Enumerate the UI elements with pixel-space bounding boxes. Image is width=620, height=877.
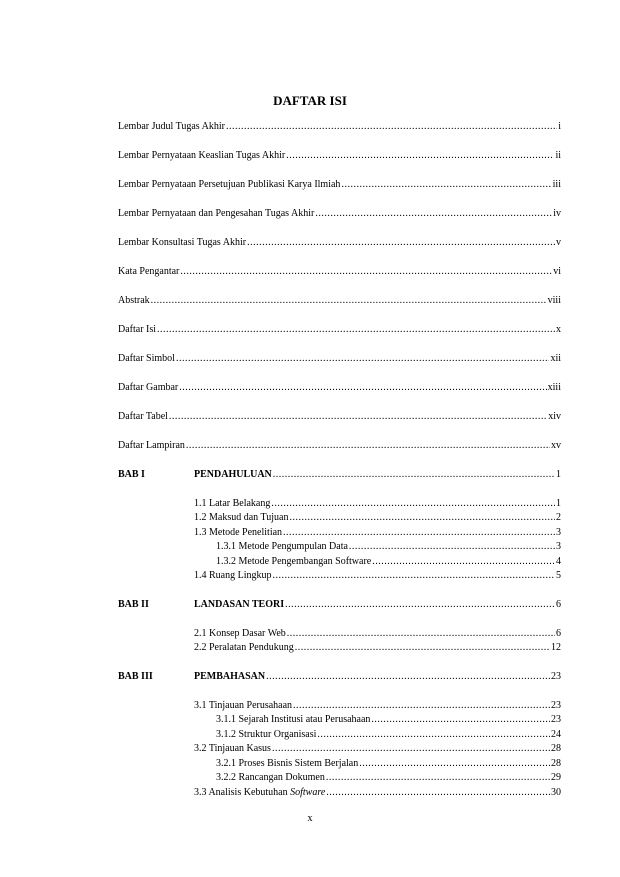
toc-entry: Lembar Pernyataan Keaslian Tugas Akhir ..... ii — [118, 149, 561, 163]
toc-entry: 1.1 Latar Belakang ..... 1 — [194, 497, 561, 511]
toc-entry: 1.3.1 Metode Pengumpulan Data ..... 3 — [216, 540, 561, 554]
toc-entry: 2.2 Peralatan Pendukung ..... 12 — [194, 641, 561, 655]
toc-entry: 1.4 Ruang Lingkup ..... 5 — [194, 569, 561, 583]
chapter-heading: BAB I PENDAHULUAN ..... 1 — [118, 468, 561, 482]
toc-entry: 1.3.2 Metode Pengembangan Software ..... 4 — [216, 555, 561, 569]
chapter-heading: BAB II LANDASAN TEORI ..... 6 — [118, 598, 561, 612]
page-number: x — [307, 813, 313, 824]
toc-entry: 3.3 Analisis Kebutuhan Software ..... 30 — [194, 786, 561, 800]
toc-entry: 3.1 Tinjauan Perusahaan ..... 23 — [194, 699, 561, 713]
toc-entry: Daftar Lampiran ..... xv — [118, 439, 561, 453]
page-title: DAFTAR ISI — [273, 93, 347, 108]
toc-entry: 1.2 Maksud dan Tujuan ..... 2 — [194, 511, 561, 525]
chapter-heading: BAB III PEMBAHASAN ..... 23 — [118, 670, 561, 684]
toc-entry: Daftar Simbol ..... xii — [118, 352, 561, 366]
toc-entry: Kata Pengantar ..... vi — [118, 265, 561, 279]
toc-entry: Daftar Gambar ..... xiii — [118, 381, 561, 395]
toc-entry: 1.3 Metode Penelitian ..... 3 — [194, 526, 561, 540]
toc-entry: Lembar Pernyataan dan Pengesahan Tugas Akhir ..... iv — [118, 207, 561, 221]
toc-entry: 2.1 Konsep Dasar Web ..... 6 — [194, 627, 561, 641]
toc-entry: Abstrak ..... viii — [118, 294, 561, 308]
toc-entry: Lembar Judul Tugas Akhir ..... i — [118, 120, 561, 134]
toc-entry: 3.2 Tinjauan Kasus ..... 28 — [194, 742, 561, 756]
toc-entry: 3.1.2 Struktur Organisasi ..... 24 — [216, 728, 561, 742]
toc-entry: 3.2.2 Rancangan Dokumen ..... 29 — [216, 771, 561, 785]
toc-entry: Daftar Isi ..... x — [118, 323, 561, 337]
toc-entry: Daftar Tabel ..... xiv — [118, 410, 561, 424]
toc-entry: 3.1.1 Sejarah Institusi atau Perusahaan ..... 23 — [216, 713, 561, 727]
toc-entry: Lembar Pernyataan Persetujuan Publikasi Karya Ilmiah ..... iii — [118, 178, 561, 192]
toc-entry: Lembar Konsultasi Tugas Akhir ..... v — [118, 236, 561, 250]
toc-entry: 3.2.1 Proses Bisnis Sistem Berjalan ..... 28 — [216, 757, 561, 771]
